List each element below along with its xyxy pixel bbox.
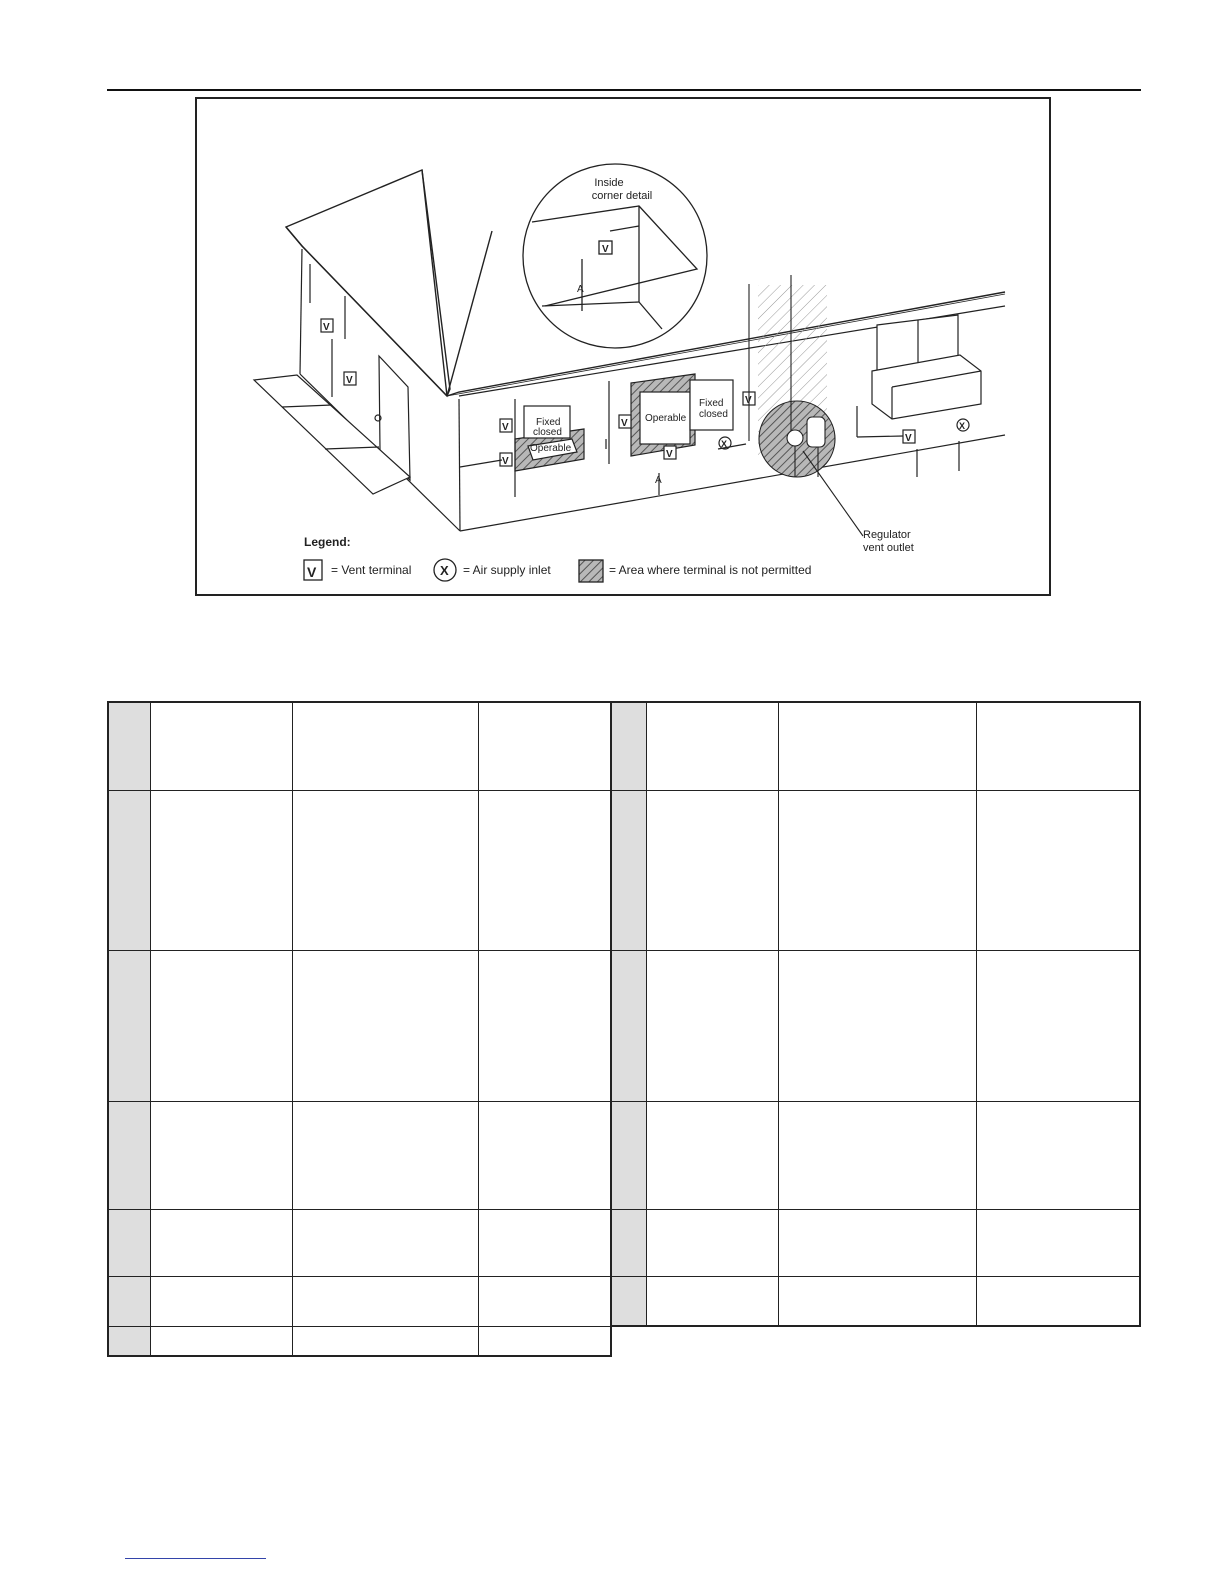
legend-air-text: = Air supply inlet — [463, 563, 551, 577]
table-row — [108, 950, 1140, 1101]
inside-dimension-a: A — [577, 284, 584, 295]
inside-corner-label-1: Inside — [594, 177, 624, 189]
regulator-label-1: Regulator — [863, 529, 911, 541]
window2-dimension-a: A — [655, 475, 662, 486]
window2-vent-letter-2: V — [745, 395, 752, 406]
window1-vent-letter-1: V — [502, 422, 509, 433]
regulator-area — [749, 275, 863, 536]
window2-fixed-2: closed — [699, 409, 728, 420]
right-air-letter: X — [959, 421, 966, 431]
legend-title: Legend: — [304, 535, 351, 549]
window2-operable: Operable — [645, 413, 687, 424]
table-header-row — [108, 702, 1140, 790]
table-row — [108, 1209, 1140, 1276]
header-rule — [107, 89, 1141, 91]
right-window-planter — [857, 315, 981, 477]
inside-corner-label-2: corner detail — [591, 190, 653, 202]
table-row — [108, 1326, 1140, 1356]
window1-vent-letter-2: V — [502, 456, 509, 467]
window2-air-letter: X — [721, 439, 728, 449]
left-vent-letter-2: V — [346, 375, 353, 386]
table-row — [108, 1101, 1140, 1209]
window1-fixed-1: Fixed — [536, 417, 561, 428]
right-vent-letter: V — [905, 433, 912, 444]
regulator-label-2: vent outlet — [863, 542, 914, 554]
window2-fixed-1: Fixed — [699, 398, 724, 409]
vent-terminal-clearance-figure — [195, 97, 1051, 596]
legend-area-text: = Area where terminal is not permitted — [609, 563, 812, 577]
window2-vent-letter-3: V — [666, 449, 673, 460]
legend-area-icon — [579, 560, 603, 582]
left-vent-letter-1: V — [323, 322, 330, 333]
window2-vent-letter-1: V — [621, 418, 628, 429]
table-row — [108, 790, 1140, 950]
window-operable-fixed — [609, 374, 755, 495]
clearance-table — [107, 701, 1141, 1357]
house-diagram — [197, 99, 1049, 594]
table-row — [108, 1276, 1140, 1326]
legend-vent-text: = Vent terminal — [331, 563, 412, 577]
legend-vent-letter: V — [307, 564, 317, 580]
footnote-rule — [125, 1558, 266, 1559]
legend-air-letter: X — [440, 563, 449, 578]
window1-operable: Operable — [530, 443, 572, 454]
inside-vent-letter: V — [602, 244, 609, 255]
window1-fixed-2: closed — [533, 427, 562, 438]
